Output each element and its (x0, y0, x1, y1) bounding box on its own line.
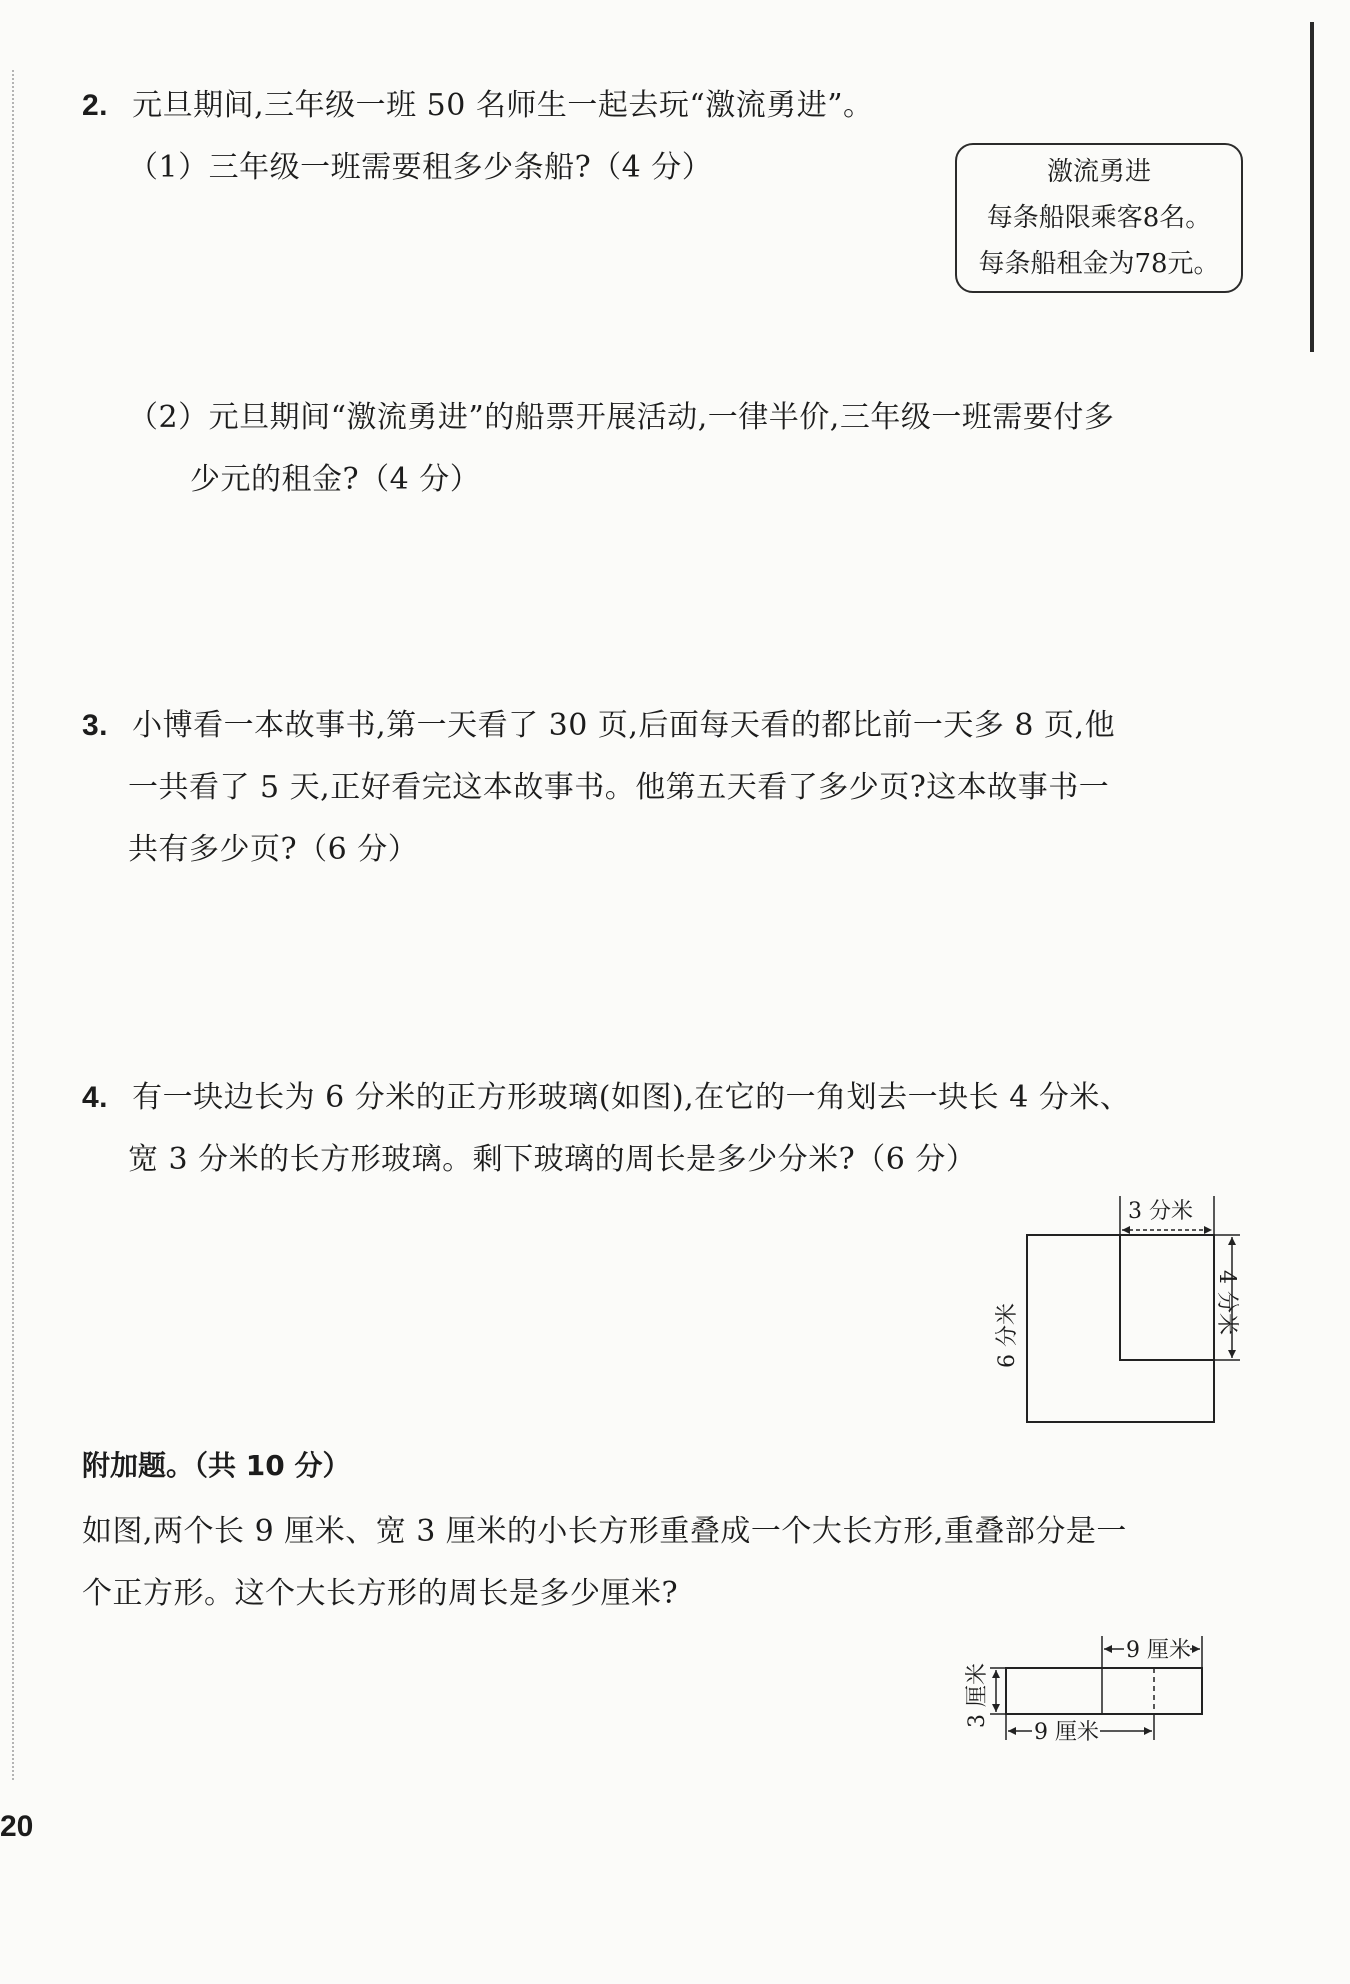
page-number: 20 (0, 1810, 34, 1843)
q3-line1 (82, 700, 1115, 744)
bonus-left-dimension: 3 厘米 (965, 1663, 990, 1728)
q4-line2: 宽 3 分米的长方形玻璃。剩下玻璃的周长是多少分米?（6 分） (128, 1142, 977, 1177)
q4-left-dimension: 6 分米 (995, 1303, 1020, 1368)
rental-box-price: 每条船租金为78元。 (978, 249, 1220, 279)
q4-line1 (82, 1072, 1130, 1116)
rental-box-capacity: 每条船限乘客8名。 (986, 203, 1212, 233)
big-rectangle (1006, 1668, 1202, 1714)
q3-number: 3. (82, 709, 109, 742)
q4-number: 4. (82, 1081, 109, 1114)
q2-sub1: （1）三年级一班需要租多少条船?（4 分） (128, 150, 713, 185)
rectangles-figure (950, 1628, 1260, 1754)
margin-dash-line (12, 70, 14, 1780)
q4-top-dimension: 3 分米 (1128, 1199, 1193, 1224)
bonus-bottom-dimension: 9 厘米 (1034, 1720, 1099, 1745)
bonus-top-dimension: 9 厘米 (1126, 1638, 1191, 1663)
rental-info-box (955, 143, 1243, 293)
q2-text: 元旦期间,三年级一班 50 名师生一起去玩“激流勇进”。 (132, 88, 874, 123)
bonus-title: 附加题。（共 10 分） (82, 1449, 351, 1482)
bonus-line2: 个正方形。这个大长方形的周长是多少厘米? (82, 1576, 679, 1611)
q2-sub2-line1: （2）元旦期间“激流勇进”的船票开展活动,一律半价,三年级一班需要付多 (128, 400, 1115, 435)
q2-number: 2. (82, 89, 109, 122)
q3-line2: 一共看了 5 天,正好看完这本故事书。他第五天看了多少页?这本故事书一 (128, 770, 1110, 805)
q2-sub2-line2: 少元的租金?（4 分） (190, 462, 481, 497)
bonus-line1: 如图,两个长 9 厘米、宽 3 厘米的小长方形重叠成一个大长方形,重叠部分是一 (82, 1514, 1127, 1549)
q3-line3: 共有多少页?（6 分） (128, 832, 419, 867)
q2-line (82, 80, 874, 124)
cut-rectangle (1120, 1235, 1214, 1360)
right-edge-rule (1310, 22, 1314, 352)
q3-text-1: 小博看一本故事书,第一天看了 30 页,后面每天看的都比前一天多 8 页,他 (132, 708, 1116, 743)
glass-figure (980, 1188, 1270, 1440)
q4-right-dimension: 4 分米 (1214, 1270, 1239, 1335)
q4-text-1: 有一块边长为 6 分米的正方形玻璃(如图),在它的一角划去一块长 4 分米、 (132, 1080, 1131, 1115)
rental-box-title: 激流勇进 (1046, 157, 1151, 187)
